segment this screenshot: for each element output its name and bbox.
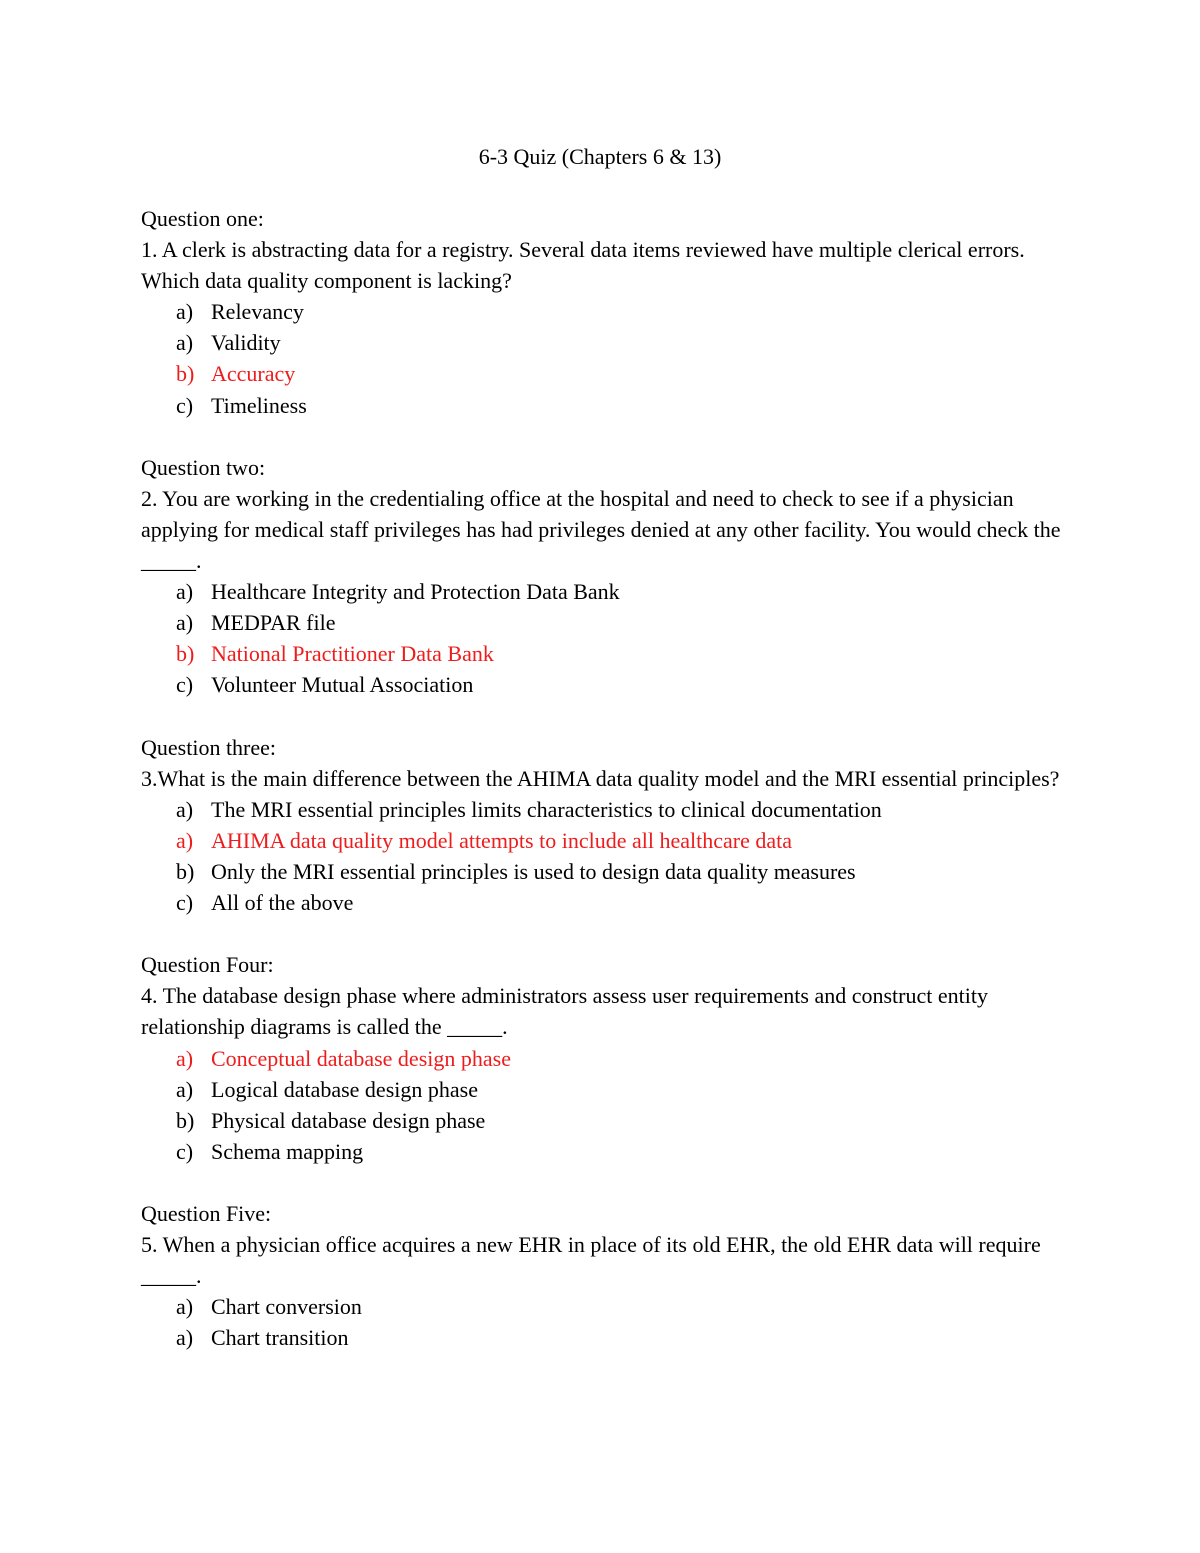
- answer-option: [141, 607, 1061, 638]
- answer-option: [141, 327, 1061, 358]
- question-heading: Question three:: [141, 734, 277, 760]
- answer-options: [141, 1043, 1061, 1167]
- answer-option: [141, 1136, 1061, 1167]
- option-text: Chart conversion: [211, 1294, 362, 1320]
- answer-options: [141, 576, 1061, 700]
- question-block: [141, 452, 1061, 701]
- option-letter: a): [176, 1294, 194, 1320]
- page-title: 6-3 Quiz (Chapters 6 & 13): [478, 144, 722, 169]
- option-letter: b): [176, 361, 195, 387]
- option-text: Relevancy: [211, 299, 304, 325]
- answer-option: [141, 1291, 1061, 1322]
- question-text: 3.What is the main difference between the AHIMA data quality model and the MRI essential principles?: [141, 765, 1060, 791]
- answer-option: [141, 1074, 1061, 1105]
- option-text: Physical database design phase: [211, 1107, 486, 1133]
- answer-option: [141, 1322, 1061, 1353]
- answer-option: [141, 669, 1061, 700]
- question-list: [141, 203, 1061, 1353]
- option-text: AHIMA data quality model attempts to include all healthcare data: [211, 827, 792, 853]
- option-letter: c): [176, 392, 194, 418]
- option-letter: b): [176, 1107, 195, 1133]
- answer-options: [141, 296, 1061, 420]
- answer-option: [141, 794, 1061, 825]
- option-letter: c): [176, 890, 194, 916]
- answer-option-correct: [141, 638, 1061, 669]
- question-heading: Question Five:: [141, 1201, 272, 1226]
- question-block: [141, 203, 1061, 421]
- option-letter: a): [176, 330, 194, 356]
- question-block: [141, 949, 1061, 1167]
- answer-option: [141, 390, 1061, 421]
- option-letter: a): [176, 827, 194, 853]
- question-text: 5. When a physician office acquires a new EHR in place of its old EHR, the old EHR data will require _____.: [141, 1232, 1041, 1289]
- answer-option: [141, 296, 1061, 327]
- option-letter: b): [176, 858, 195, 884]
- option-letter: a): [176, 1076, 194, 1102]
- question-heading: Question two:: [141, 454, 266, 480]
- option-text: Volunteer Mutual Association: [211, 672, 474, 698]
- option-letter: a): [176, 579, 194, 605]
- option-text: Validity: [211, 330, 281, 356]
- option-letter: b): [176, 641, 195, 667]
- question-heading: Question one:: [141, 206, 264, 231]
- option-letter: a): [176, 610, 194, 636]
- option-text: Healthcare Integrity and Protection Data Bank: [211, 579, 620, 605]
- question-block: [141, 732, 1061, 919]
- question-text: 2. You are working in the credentialing office at the hospital and need to check to see if a physician applying for medical staff privileges has had privileges denied at any other facility. You would check the _____.: [141, 485, 1061, 574]
- question-text: 1. A clerk is abstracting data for a registry. Several data items reviewed have multiple clerical errors. Which data quality component is lacking?: [141, 237, 1025, 294]
- question-text: 4. The database design phase where administrators assess user requirements and construct entity relationship diagrams is called the _____.: [141, 983, 988, 1040]
- option-text: Only the MRI essential principles is used to design data quality measures: [211, 858, 856, 884]
- answer-option: [141, 856, 1061, 887]
- option-text: Schema mapping: [211, 1138, 364, 1164]
- answer-option-correct: [141, 358, 1061, 389]
- option-letter: a): [176, 796, 194, 822]
- answer-option: [141, 1105, 1061, 1136]
- option-letter: a): [176, 299, 194, 325]
- answer-option-correct: [141, 825, 1061, 856]
- option-text: Timeliness: [211, 392, 307, 418]
- option-text: MEDPAR file: [211, 610, 336, 636]
- answer-option: [141, 576, 1061, 607]
- answer-option-correct: [141, 1043, 1061, 1074]
- option-letter: c): [176, 1138, 194, 1164]
- answer-options: [141, 1291, 1061, 1353]
- option-text: Logical database design phase: [211, 1076, 478, 1102]
- option-text: All of the above: [211, 890, 354, 916]
- option-text: The MRI essential principles limits characteristics to clinical documentation: [211, 796, 882, 822]
- option-text: Chart transition: [211, 1325, 349, 1351]
- option-letter: c): [176, 672, 194, 698]
- option-text: Accuracy: [211, 361, 296, 387]
- question-heading: Question Four:: [141, 952, 274, 978]
- answer-options: [141, 794, 1061, 918]
- option-letter: a): [176, 1325, 194, 1351]
- option-letter: a): [176, 1045, 194, 1071]
- question-block: [141, 1198, 1061, 1353]
- option-text: National Practitioner Data Bank: [211, 641, 494, 667]
- answer-option: [141, 887, 1061, 918]
- option-text: Conceptual database design phase: [211, 1045, 511, 1071]
